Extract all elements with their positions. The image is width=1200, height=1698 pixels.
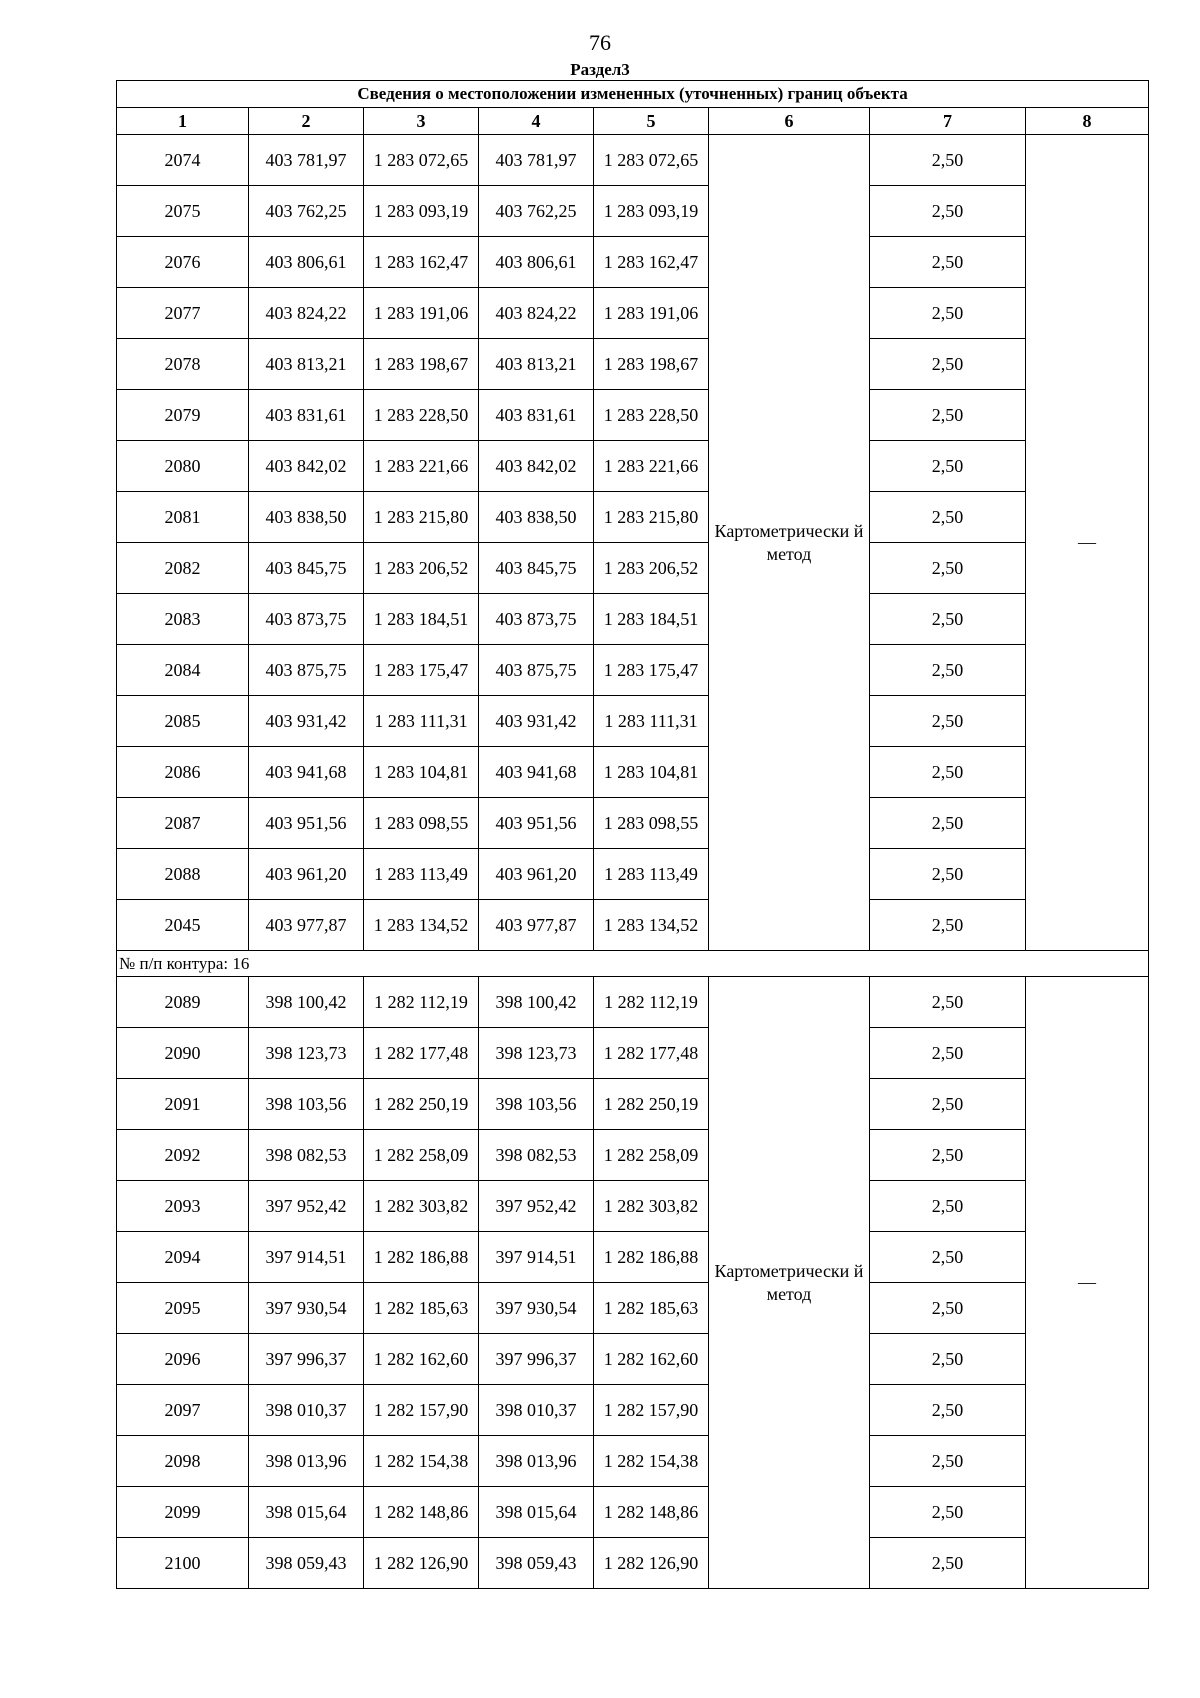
x-existing-cell: 403 931,42 bbox=[249, 696, 364, 747]
x-existing-cell: 403 951,56 bbox=[249, 798, 364, 849]
table-row bbox=[117, 1130, 1149, 1181]
precision-cell: 2,50 bbox=[870, 977, 1026, 1028]
y-existing-cell: 1 283 191,06 bbox=[364, 288, 479, 339]
description-cell: — bbox=[1026, 977, 1149, 1589]
point-number-cell: 2087 bbox=[117, 798, 249, 849]
y-existing-cell: 1 283 206,52 bbox=[364, 543, 479, 594]
contour-label: № п/п контура: 16 bbox=[117, 951, 1149, 977]
point-number-cell: 2079 bbox=[117, 390, 249, 441]
table-row bbox=[117, 798, 1149, 849]
precision-cell: 2,50 bbox=[870, 1283, 1026, 1334]
x-new-cell: 398 013,96 bbox=[479, 1436, 594, 1487]
table-row bbox=[117, 1283, 1149, 1334]
x-existing-cell: 403 875,75 bbox=[249, 645, 364, 696]
table-caption: Сведения о местоположении измененных (уточненных) границ объекта bbox=[117, 81, 1149, 108]
y-new-cell: 1 282 112,19 bbox=[594, 977, 709, 1028]
y-existing-cell: 1 283 221,66 bbox=[364, 441, 479, 492]
precision-cell: 2,50 bbox=[870, 1334, 1026, 1385]
y-new-cell: 1 282 177,48 bbox=[594, 1028, 709, 1079]
y-new-cell: 1 283 072,65 bbox=[594, 135, 709, 186]
precision-cell: 2,50 bbox=[870, 900, 1026, 951]
x-new-cell: 403 961,20 bbox=[479, 849, 594, 900]
y-existing-cell: 1 283 104,81 bbox=[364, 747, 479, 798]
x-new-cell: 403 951,56 bbox=[479, 798, 594, 849]
point-number-cell: 2082 bbox=[117, 543, 249, 594]
precision-cell: 2,50 bbox=[870, 1538, 1026, 1589]
precision-cell: 2,50 bbox=[870, 1130, 1026, 1181]
x-new-cell: 397 996,37 bbox=[479, 1334, 594, 1385]
x-existing-cell: 397 996,37 bbox=[249, 1334, 364, 1385]
y-existing-cell: 1 282 157,90 bbox=[364, 1385, 479, 1436]
x-new-cell: 398 015,64 bbox=[479, 1487, 594, 1538]
x-existing-cell: 397 914,51 bbox=[249, 1232, 364, 1283]
x-existing-cell: 398 100,42 bbox=[249, 977, 364, 1028]
point-number-cell: 2085 bbox=[117, 696, 249, 747]
point-number-cell: 2078 bbox=[117, 339, 249, 390]
point-number-cell: 2096 bbox=[117, 1334, 249, 1385]
y-existing-cell: 1 282 148,86 bbox=[364, 1487, 479, 1538]
x-existing-cell: 403 813,21 bbox=[249, 339, 364, 390]
precision-cell: 2,50 bbox=[870, 798, 1026, 849]
column-header: 5 bbox=[594, 108, 709, 135]
x-new-cell: 403 941,68 bbox=[479, 747, 594, 798]
x-existing-cell: 403 873,75 bbox=[249, 594, 364, 645]
table-row bbox=[117, 288, 1149, 339]
y-existing-cell: 1 283 098,55 bbox=[364, 798, 479, 849]
table-row bbox=[117, 186, 1149, 237]
y-existing-cell: 1 283 175,47 bbox=[364, 645, 479, 696]
precision-cell: 2,50 bbox=[870, 849, 1026, 900]
precision-cell: 2,50 bbox=[870, 237, 1026, 288]
table-row bbox=[117, 645, 1149, 696]
x-existing-cell: 398 123,73 bbox=[249, 1028, 364, 1079]
precision-cell: 2,50 bbox=[870, 135, 1026, 186]
x-new-cell: 403 977,87 bbox=[479, 900, 594, 951]
x-existing-cell: 403 806,61 bbox=[249, 237, 364, 288]
table-body bbox=[117, 135, 1149, 1589]
point-number-cell: 2097 bbox=[117, 1385, 249, 1436]
table-row bbox=[117, 339, 1149, 390]
y-new-cell: 1 283 175,47 bbox=[594, 645, 709, 696]
table-row bbox=[117, 1385, 1149, 1436]
y-new-cell: 1 283 228,50 bbox=[594, 390, 709, 441]
precision-cell: 2,50 bbox=[870, 645, 1026, 696]
y-existing-cell: 1 283 184,51 bbox=[364, 594, 479, 645]
x-existing-cell: 403 831,61 bbox=[249, 390, 364, 441]
x-existing-cell: 403 961,20 bbox=[249, 849, 364, 900]
precision-cell: 2,50 bbox=[870, 492, 1026, 543]
y-existing-cell: 1 283 215,80 bbox=[364, 492, 479, 543]
precision-cell: 2,50 bbox=[870, 339, 1026, 390]
y-existing-cell: 1 283 228,50 bbox=[364, 390, 479, 441]
y-new-cell: 1 282 148,86 bbox=[594, 1487, 709, 1538]
x-existing-cell: 403 977,87 bbox=[249, 900, 364, 951]
x-existing-cell: 403 762,25 bbox=[249, 186, 364, 237]
y-existing-cell: 1 283 072,65 bbox=[364, 135, 479, 186]
table-row bbox=[117, 237, 1149, 288]
x-new-cell: 397 914,51 bbox=[479, 1232, 594, 1283]
y-existing-cell: 1 282 112,19 bbox=[364, 977, 479, 1028]
y-existing-cell: 1 283 093,19 bbox=[364, 186, 479, 237]
y-new-cell: 1 282 185,63 bbox=[594, 1283, 709, 1334]
contour-row bbox=[117, 951, 1149, 977]
x-existing-cell: 398 015,64 bbox=[249, 1487, 364, 1538]
y-new-cell: 1 283 134,52 bbox=[594, 900, 709, 951]
precision-cell: 2,50 bbox=[870, 1436, 1026, 1487]
y-existing-cell: 1 283 113,49 bbox=[364, 849, 479, 900]
point-number-cell: 2100 bbox=[117, 1538, 249, 1589]
table-row bbox=[117, 441, 1149, 492]
x-new-cell: 403 873,75 bbox=[479, 594, 594, 645]
y-existing-cell: 1 282 154,38 bbox=[364, 1436, 479, 1487]
x-new-cell: 398 010,37 bbox=[479, 1385, 594, 1436]
x-new-cell: 398 100,42 bbox=[479, 977, 594, 1028]
table-row bbox=[117, 696, 1149, 747]
x-existing-cell: 403 838,50 bbox=[249, 492, 364, 543]
point-number-cell: 2095 bbox=[117, 1283, 249, 1334]
table-row bbox=[117, 747, 1149, 798]
coordinates-table bbox=[116, 80, 1149, 1589]
x-new-cell: 398 103,56 bbox=[479, 1079, 594, 1130]
y-new-cell: 1 283 206,52 bbox=[594, 543, 709, 594]
x-new-cell: 397 930,54 bbox=[479, 1283, 594, 1334]
method-cell: Картометрически й метод bbox=[709, 135, 870, 951]
x-new-cell: 403 931,42 bbox=[479, 696, 594, 747]
point-number-cell: 2088 bbox=[117, 849, 249, 900]
x-new-cell: 403 831,61 bbox=[479, 390, 594, 441]
point-number-cell: 2092 bbox=[117, 1130, 249, 1181]
y-existing-cell: 1 282 258,09 bbox=[364, 1130, 479, 1181]
point-number-cell: 2099 bbox=[117, 1487, 249, 1538]
precision-cell: 2,50 bbox=[870, 1232, 1026, 1283]
precision-cell: 2,50 bbox=[870, 747, 1026, 798]
y-new-cell: 1 283 191,06 bbox=[594, 288, 709, 339]
x-new-cell: 403 762,25 bbox=[479, 186, 594, 237]
y-new-cell: 1 283 162,47 bbox=[594, 237, 709, 288]
table-row bbox=[117, 1079, 1149, 1130]
point-number-cell: 2094 bbox=[117, 1232, 249, 1283]
table-row bbox=[117, 390, 1149, 441]
x-new-cell: 403 838,50 bbox=[479, 492, 594, 543]
y-existing-cell: 1 283 162,47 bbox=[364, 237, 479, 288]
y-new-cell: 1 282 303,82 bbox=[594, 1181, 709, 1232]
x-new-cell: 398 059,43 bbox=[479, 1538, 594, 1589]
y-new-cell: 1 283 113,49 bbox=[594, 849, 709, 900]
precision-cell: 2,50 bbox=[870, 186, 1026, 237]
page-number: 76 bbox=[589, 30, 611, 55]
x-existing-cell: 398 103,56 bbox=[249, 1079, 364, 1130]
y-new-cell: 1 283 098,55 bbox=[594, 798, 709, 849]
y-new-cell: 1 283 093,19 bbox=[594, 186, 709, 237]
x-existing-cell: 403 781,97 bbox=[249, 135, 364, 186]
x-new-cell: 403 845,75 bbox=[479, 543, 594, 594]
point-number-cell: 2083 bbox=[117, 594, 249, 645]
y-new-cell: 1 283 111,31 bbox=[594, 696, 709, 747]
x-new-cell: 403 875,75 bbox=[479, 645, 594, 696]
table-row bbox=[117, 1334, 1149, 1385]
description-cell: — bbox=[1026, 135, 1149, 951]
point-number-cell: 2081 bbox=[117, 492, 249, 543]
point-number-cell: 2045 bbox=[117, 900, 249, 951]
table-row bbox=[117, 135, 1149, 186]
y-new-cell: 1 282 126,90 bbox=[594, 1538, 709, 1589]
y-new-cell: 1 283 198,67 bbox=[594, 339, 709, 390]
point-number-cell: 2076 bbox=[117, 237, 249, 288]
column-header: 7 bbox=[870, 108, 1026, 135]
y-existing-cell: 1 282 250,19 bbox=[364, 1079, 479, 1130]
x-existing-cell: 398 059,43 bbox=[249, 1538, 364, 1589]
y-existing-cell: 1 282 185,63 bbox=[364, 1283, 479, 1334]
column-header: 4 bbox=[479, 108, 594, 135]
precision-cell: 2,50 bbox=[870, 1181, 1026, 1232]
method-cell: Картометрически й метод bbox=[709, 977, 870, 1589]
y-existing-cell: 1 282 126,90 bbox=[364, 1538, 479, 1589]
section-title: Раздел3 bbox=[570, 60, 630, 79]
precision-cell: 2,50 bbox=[870, 696, 1026, 747]
y-new-cell: 1 282 157,90 bbox=[594, 1385, 709, 1436]
point-number-cell: 2098 bbox=[117, 1436, 249, 1487]
x-existing-cell: 403 824,22 bbox=[249, 288, 364, 339]
point-number-cell: 2090 bbox=[117, 1028, 249, 1079]
y-existing-cell: 1 282 162,60 bbox=[364, 1334, 479, 1385]
y-existing-cell: 1 283 111,31 bbox=[364, 696, 479, 747]
y-new-cell: 1 283 215,80 bbox=[594, 492, 709, 543]
point-number-cell: 2093 bbox=[117, 1181, 249, 1232]
y-existing-cell: 1 283 134,52 bbox=[364, 900, 479, 951]
x-existing-cell: 397 952,42 bbox=[249, 1181, 364, 1232]
x-new-cell: 398 082,53 bbox=[479, 1130, 594, 1181]
table-row bbox=[117, 492, 1149, 543]
table-row bbox=[117, 1181, 1149, 1232]
y-new-cell: 1 282 258,09 bbox=[594, 1130, 709, 1181]
precision-cell: 2,50 bbox=[870, 1079, 1026, 1130]
x-existing-cell: 403 941,68 bbox=[249, 747, 364, 798]
y-new-cell: 1 282 162,60 bbox=[594, 1334, 709, 1385]
precision-cell: 2,50 bbox=[870, 543, 1026, 594]
precision-cell: 2,50 bbox=[870, 390, 1026, 441]
table-row bbox=[117, 594, 1149, 645]
table-row bbox=[117, 1436, 1149, 1487]
x-existing-cell: 398 082,53 bbox=[249, 1130, 364, 1181]
table-row bbox=[117, 849, 1149, 900]
x-new-cell: 397 952,42 bbox=[479, 1181, 594, 1232]
table-row bbox=[117, 1538, 1149, 1589]
column-header: 3 bbox=[364, 108, 479, 135]
column-header-row bbox=[117, 108, 1149, 135]
y-existing-cell: 1 282 177,48 bbox=[364, 1028, 479, 1079]
y-existing-cell: 1 282 303,82 bbox=[364, 1181, 479, 1232]
column-header: 8 bbox=[1026, 108, 1149, 135]
table-row bbox=[117, 543, 1149, 594]
y-existing-cell: 1 283 198,67 bbox=[364, 339, 479, 390]
precision-cell: 2,50 bbox=[870, 594, 1026, 645]
point-number-cell: 2080 bbox=[117, 441, 249, 492]
y-existing-cell: 1 282 186,88 bbox=[364, 1232, 479, 1283]
precision-cell: 2,50 bbox=[870, 288, 1026, 339]
column-header: 6 bbox=[709, 108, 870, 135]
x-existing-cell: 398 010,37 bbox=[249, 1385, 364, 1436]
y-new-cell: 1 283 104,81 bbox=[594, 747, 709, 798]
table-row bbox=[117, 977, 1149, 1028]
x-new-cell: 398 123,73 bbox=[479, 1028, 594, 1079]
x-existing-cell: 398 013,96 bbox=[249, 1436, 364, 1487]
point-number-cell: 2077 bbox=[117, 288, 249, 339]
table-row bbox=[117, 1487, 1149, 1538]
column-header: 2 bbox=[249, 108, 364, 135]
point-number-cell: 2074 bbox=[117, 135, 249, 186]
point-number-cell: 2075 bbox=[117, 186, 249, 237]
point-number-cell: 2089 bbox=[117, 977, 249, 1028]
table-row bbox=[117, 900, 1149, 951]
x-new-cell: 403 806,61 bbox=[479, 237, 594, 288]
y-new-cell: 1 282 154,38 bbox=[594, 1436, 709, 1487]
precision-cell: 2,50 bbox=[870, 1385, 1026, 1436]
x-existing-cell: 397 930,54 bbox=[249, 1283, 364, 1334]
x-existing-cell: 403 845,75 bbox=[249, 543, 364, 594]
column-header: 1 bbox=[117, 108, 249, 135]
point-number-cell: 2084 bbox=[117, 645, 249, 696]
x-new-cell: 403 842,02 bbox=[479, 441, 594, 492]
y-new-cell: 1 283 221,66 bbox=[594, 441, 709, 492]
point-number-cell: 2091 bbox=[117, 1079, 249, 1130]
y-new-cell: 1 282 186,88 bbox=[594, 1232, 709, 1283]
x-new-cell: 403 781,97 bbox=[479, 135, 594, 186]
x-new-cell: 403 824,22 bbox=[479, 288, 594, 339]
y-new-cell: 1 283 184,51 bbox=[594, 594, 709, 645]
table-row bbox=[117, 1232, 1149, 1283]
y-new-cell: 1 282 250,19 bbox=[594, 1079, 709, 1130]
point-number-cell: 2086 bbox=[117, 747, 249, 798]
table-row bbox=[117, 1028, 1149, 1079]
x-new-cell: 403 813,21 bbox=[479, 339, 594, 390]
precision-cell: 2,50 bbox=[870, 441, 1026, 492]
precision-cell: 2,50 bbox=[870, 1487, 1026, 1538]
precision-cell: 2,50 bbox=[870, 1028, 1026, 1079]
x-existing-cell: 403 842,02 bbox=[249, 441, 364, 492]
